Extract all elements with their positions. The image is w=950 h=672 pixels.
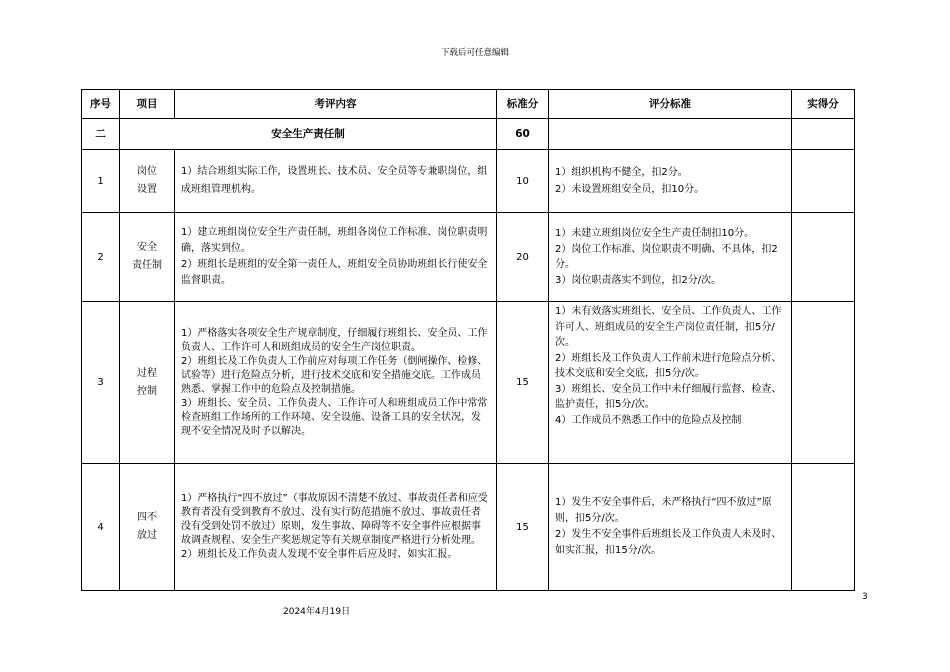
row-item: 岗位 设置 [120,150,175,213]
row-content: 1）建立班组岗位安全生产责任制，班组各岗位工作标准、岗位职责明确，落实到位。 2）班组长是班组的安全第一责任人，班组安全员协助班组长行使安全监督职责。 [175,213,497,302]
header-content: 考评内容 [175,90,497,119]
section-score: 60 [497,119,549,150]
row-no: 3 [82,302,120,464]
row-score: 20 [497,213,549,302]
header-item: 项目 [120,90,175,119]
table-row [82,213,855,302]
section-title: 安全生产责任制 [120,119,497,150]
row-actual [792,464,855,591]
row-criteria: 1）发生不安全事件后，未严格执行“四不放过”原则，扣5分/次。 2）发生不安全事件后班组长及工作负责人未及时、如实汇报，扣15分/次。 [549,464,792,591]
section-no: 二 [82,119,120,150]
page-number: 3 [862,592,868,602]
header-actual: 实得分 [792,90,855,119]
header-note: 下载后可任意编辑 [440,48,509,58]
table-row [82,150,855,213]
row-actual [792,213,855,302]
row-score: 10 [497,150,549,213]
row-no: 2 [82,213,120,302]
table-header-row [82,90,855,119]
evaluation-table [81,89,855,591]
row-criteria: 1）未有效落实班组长、安全员、工作负责人、工作许可人、班组成员的安全生产岗位责任制，扣5分/次。 2）班组长及工作负责人工作前未进行危险点分析、技术交底和安全交底，扣5分/次。 3）班组长、安全员工作中未仔细履行监督、检查、监护责任，扣5分/次。 4）工作成员不熟悉工作中的危险点及控制 [549,302,792,464]
row-content: 1）结合班组实际工作，设置班长、技术员、安全员等专兼职岗位，组成班组管理机构。 [175,150,497,213]
section-criteria [549,119,792,150]
section-actual [792,119,855,150]
footer-date: 2024年4月19日 [283,607,351,617]
row-actual [792,150,855,213]
row-actual [792,302,855,464]
row-criteria: 1）未建立班组岗位安全生产责任制扣10分。 2）岗位工作标准、岗位职责不明确、不具体，扣2分。 3）岗位职责落实不到位，扣2分/次。 [549,213,792,302]
row-item: 过程 控制 [120,302,175,464]
row-no: 4 [82,464,120,591]
row-score: 15 [497,302,549,464]
row-item: 四不 放过 [120,464,175,591]
table-row [82,464,855,591]
header-no: 序号 [82,90,120,119]
row-content: 1）严格执行“四不放过”（事故原因不清楚不放过、事故责任者和应受教育者没有受到教育不放过、没有实行防范措施不放过、事故责任者没有受到处罚不放过）原则，发生事故、障碍等不安全事件应根据事故调查规程、安全生产奖惩规定等有关规章制度严格进行分析处理。 2）班组长及工作负责人发现不安全事件后应及时、如实汇报。 [175,464,497,591]
header-score: 标准分 [497,90,549,119]
table-row [82,302,855,464]
row-content: 1）严格落实各项安全生产规章制度，仔细履行班组长、安全员、工作负责人、工作许可人和班组成员的安全生产岗位职责。 2）班组长及工作负责人工作前应对每项工作任务（倒闸操作、检修、试验等）进行危险点分析，进行技术交底和安全措施交底。工作成员熟悉、掌握工作中的危险点及控制措施。 3）班组长、安全员、工作负责人、工作许可人和班组成员工作中常常检查班组工作场所的工作环境、安全设施、设备工具的安全状况，发现不安全情况及时予以解决。 [175,302,497,464]
row-criteria: 1）组织机构不健全，扣2分。 2）未设置班组安全员，扣10分。 [549,150,792,213]
row-item: 安全 责任制 [120,213,175,302]
section-row [82,119,855,150]
row-no: 1 [82,150,120,213]
header-criteria: 评分标准 [549,90,792,119]
row-score: 15 [497,464,549,591]
